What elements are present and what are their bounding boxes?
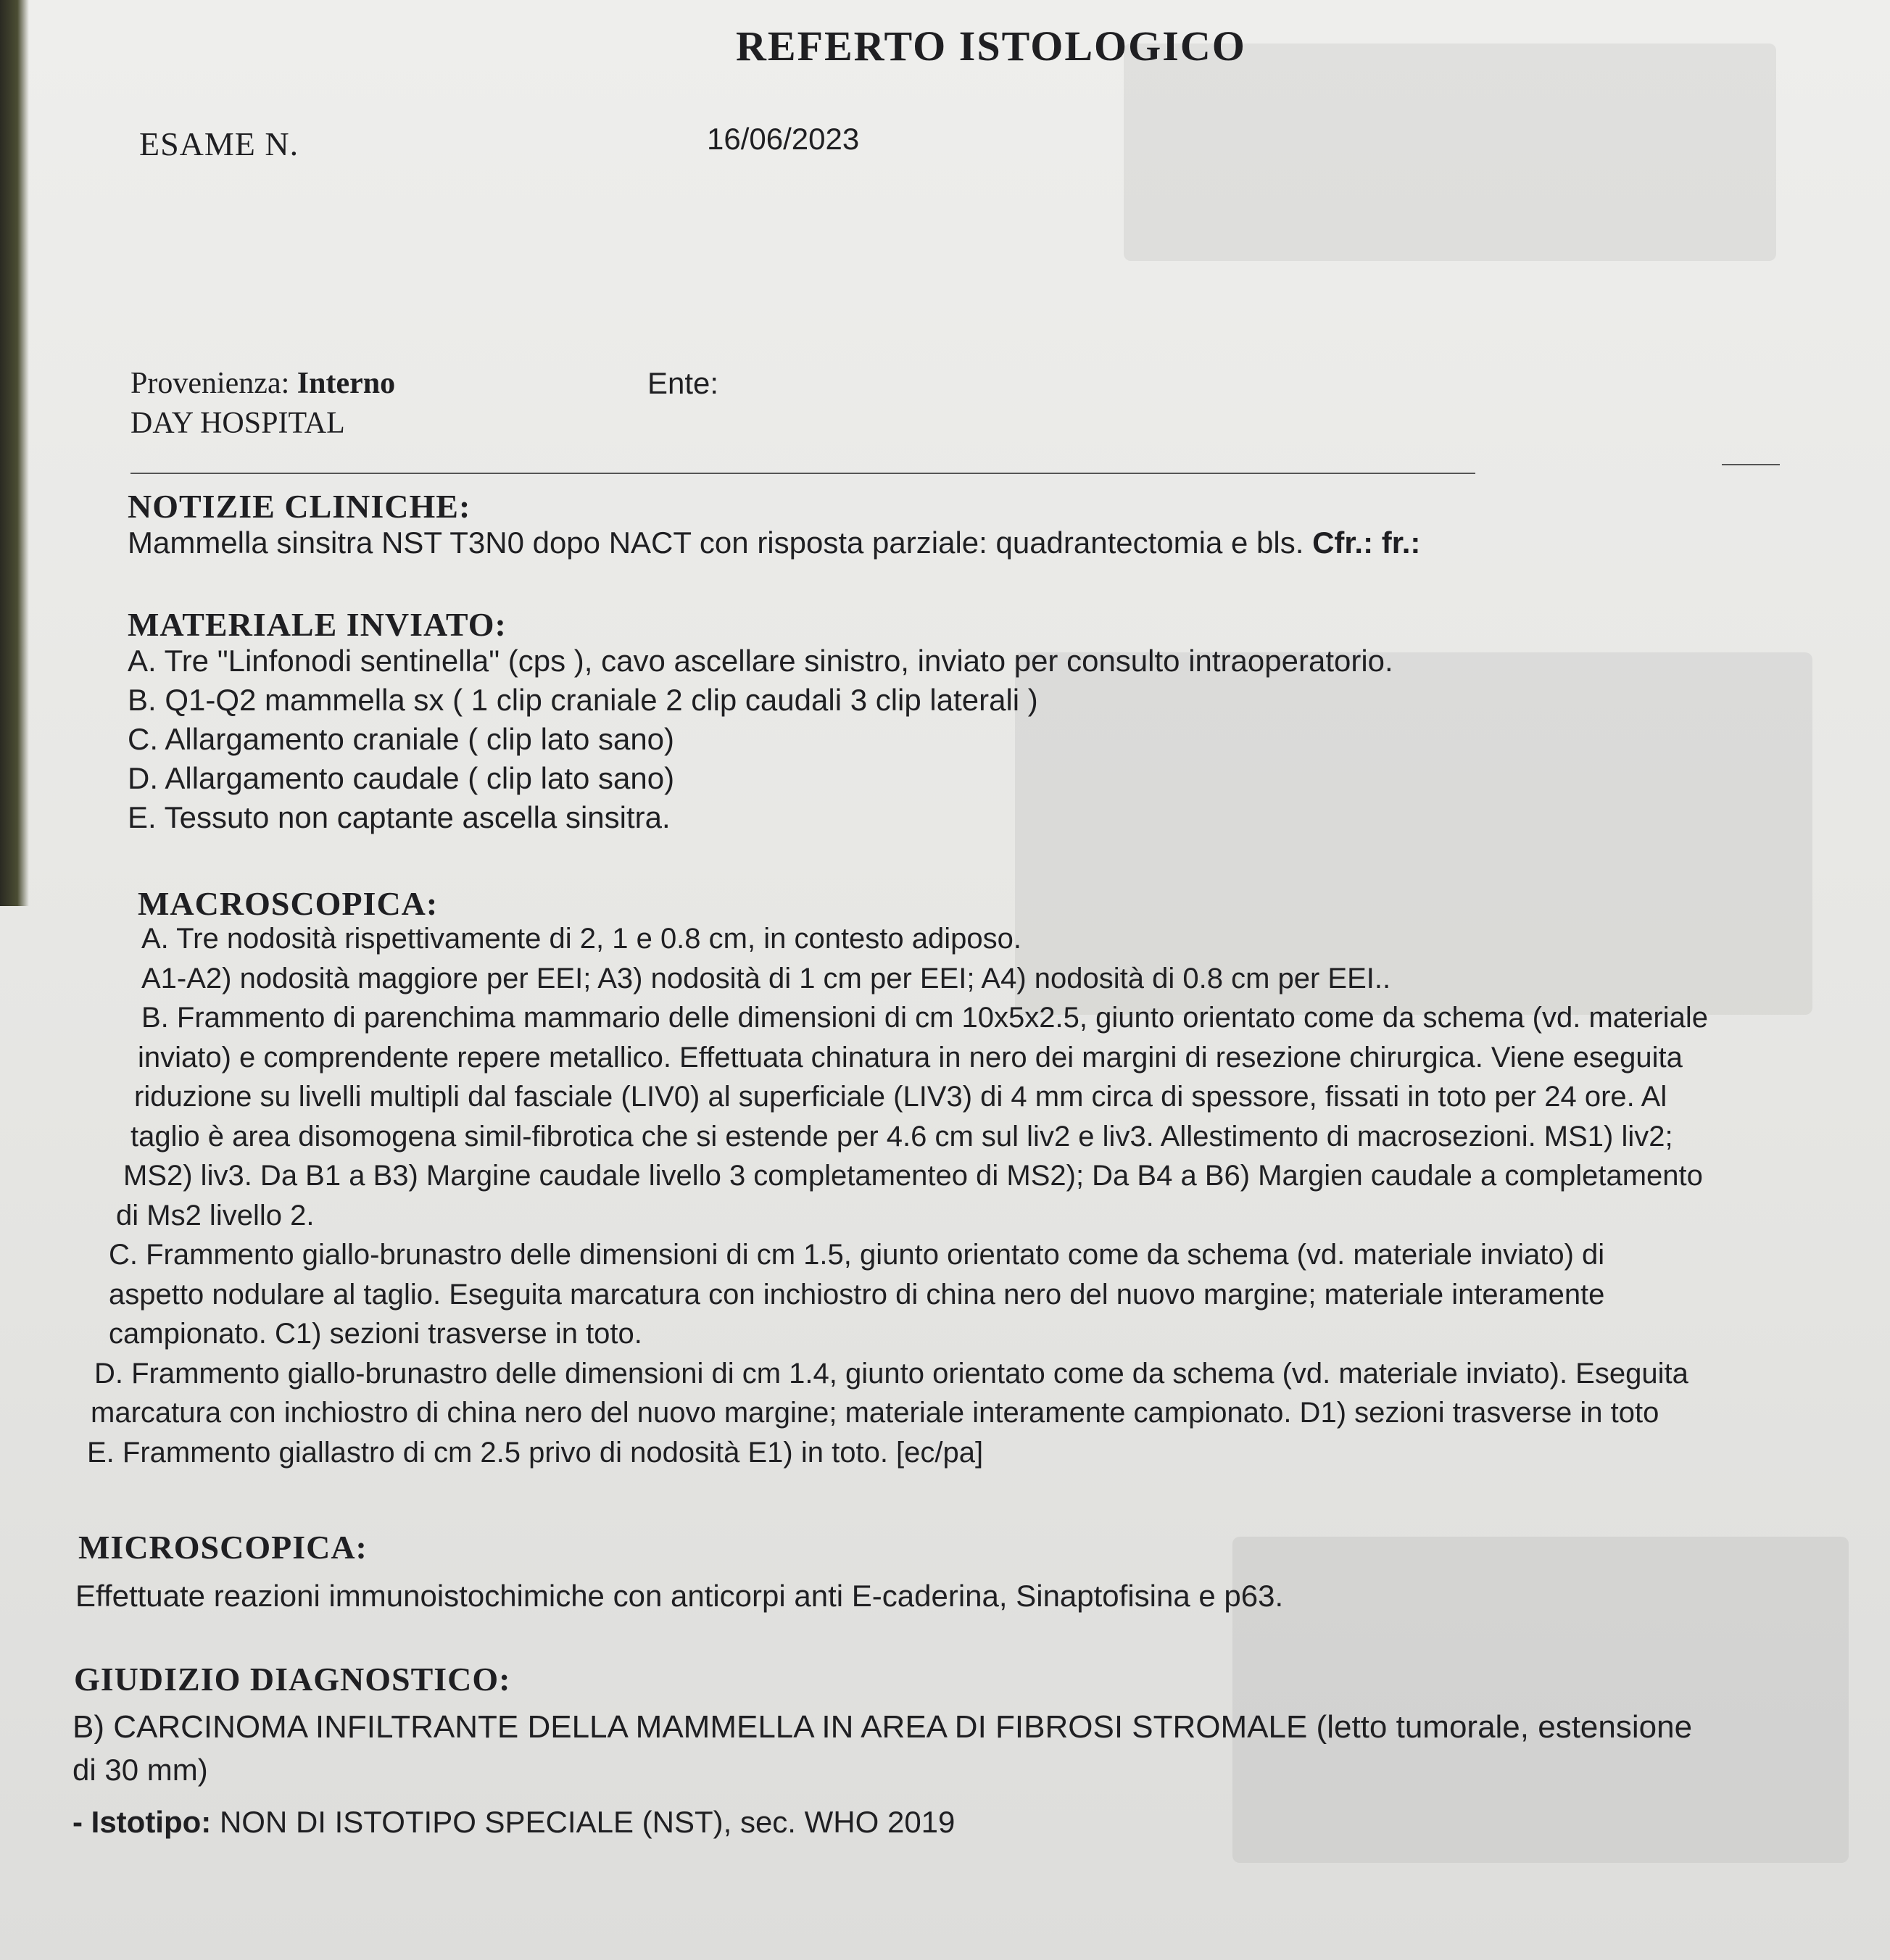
cfr-label: Cfr.:	[1312, 526, 1382, 560]
macro-heading: MACROSCOPICA:	[138, 885, 439, 922]
provenance-line	[130, 366, 395, 401]
micro-text: Effettuate reazioni immunoistochimiche con anticorpi anti E-caderina, Sinaptofisina e p63.	[75, 1579, 1284, 1613]
material-heading: MATERIALE INVIATO:	[128, 606, 507, 643]
clinical-text: Mammella sinsitra NST T3N0 dopo NACT con risposta parziale: quadrantectomia e bls.	[128, 526, 1304, 560]
ente-label: Ente:	[647, 366, 719, 400]
material-list	[128, 641, 1393, 837]
macro-line: C. Frammento giallo-brunastro delle dimensioni di cm 1.5, giunto orientato come da schema (vd. materiale inviato) di	[109, 1239, 1605, 1271]
report-title: REFERTO ISTOLOGICO	[736, 22, 1246, 70]
diagnosis-line: B) CARCINOMA INFILTRANTE DELLA MAMMELLA IN AREA DI FIBROSI STROMALE (letto tumorale, estensione	[72, 1709, 1693, 1745]
macro-line: inviato) e comprendente repere metallico. Effettuata chinatura in nero dei margini di resezione chirurgica. Viene eseguita	[138, 1041, 1683, 1074]
macro-line: marcatura con inchiostro di china nero del nuovo margine; materiale interamente campionato. D1) sezioni trasverse in toto	[91, 1397, 1659, 1429]
diagnosis-line: di 30 mm)	[72, 1753, 208, 1787]
macro-text	[87, 919, 1708, 1472]
show-through-block	[1232, 1537, 1849, 1863]
macro-line: A1-A2) nodosità maggiore per EEI; A3) nodosità di 1 cm per EEI; A4) nodosità di 0.8 cm per EEI..	[141, 962, 1391, 994]
clinical-heading: NOTIZIE CLINICHE:	[128, 488, 471, 525]
exam-number-label: ESAME N.	[139, 125, 299, 162]
micro-heading: MICROSCOPICA:	[78, 1529, 368, 1566]
material-item: D. Allargamento caudale ( clip lato sano)	[128, 761, 675, 795]
provenance-value: Interno	[297, 367, 396, 400]
macro-line: taglio è area disomogena simil-fibrotica che si estende per 4.6 cm sul liv2 e liv3. Allestimento di macrosezioni. MS1) liv2;	[130, 1120, 1673, 1153]
fr-label: fr.:	[1381, 526, 1421, 560]
macro-line: B. Frammento di parenchima mammario delle dimensioni di cm 10x5x2.5, giunto orientato come da schema (vd. materiale	[141, 1002, 1708, 1034]
istotipo-value: NON DI ISTOTIPO SPECIALE (NST), sec. WHO 2019	[219, 1805, 956, 1839]
macro-line: MS2) liv3. Da B1 a B3) Margine caudale livello 3 completamenteo di MS2); Da B4 a B6) Margien caudale a completamento	[123, 1160, 1703, 1192]
istotipo-label: - Istotipo:	[72, 1805, 212, 1839]
show-through-block	[1124, 43, 1776, 261]
material-item: C. Allargamento craniale ( clip lato sano)	[128, 722, 675, 756]
diagnosis-heading: GIUDIZIO DIAGNOSTICO:	[74, 1661, 511, 1698]
exam-date: 16/06/2023	[707, 122, 860, 156]
separator-line	[130, 473, 1475, 474]
clinical-text-line	[128, 526, 1420, 560]
material-item: E. Tessuto non captante ascella sinsitra.	[128, 800, 671, 834]
macro-line: di Ms2 livello 2.	[116, 1199, 315, 1232]
macro-line: D. Frammento giallo-brunastro delle dimensioni di cm 1.4, giunto orientato come da schema (vd. materiale inviato). Eseguita	[94, 1357, 1688, 1390]
macro-line: A. Tre nodosità rispettivamente di 2, 1 e 0.8 cm, in contesto adiposo.	[141, 923, 1022, 955]
material-item: A. Tre "Linfonodi sentinella" (cps ), cavo ascellare sinistro, inviato per consulto intraoperatorio.	[128, 644, 1393, 678]
macro-line: aspetto nodulare al taglio. Eseguita marcatura con inchiostro di china nero del nuovo margine; materiale interamente	[109, 1278, 1605, 1311]
page-edge-shadow	[0, 0, 29, 906]
material-item: B. Q1-Q2 mammella sx ( 1 clip craniale 2 clip caudali 3 clip laterali )	[128, 683, 1038, 717]
macro-line: riduzione su livelli multipli dal fasciale (LIV0) al superficiale (LIV3) di 4 mm circa di spessore, fissati in toto per 24 ore. Al	[134, 1081, 1667, 1113]
department: DAY HOSPITAL	[130, 407, 345, 440]
separator-line-fragment	[1722, 464, 1780, 465]
istotipo-line	[72, 1805, 955, 1840]
macro-line: E. Frammento giallastro di cm 2.5 privo di nodosità E1) in toto. [ec/pa]	[87, 1436, 984, 1469]
provenance-label: Provenienza:	[130, 367, 290, 400]
macro-line: campionato. C1) sezioni trasverse in toto.	[109, 1318, 642, 1350]
